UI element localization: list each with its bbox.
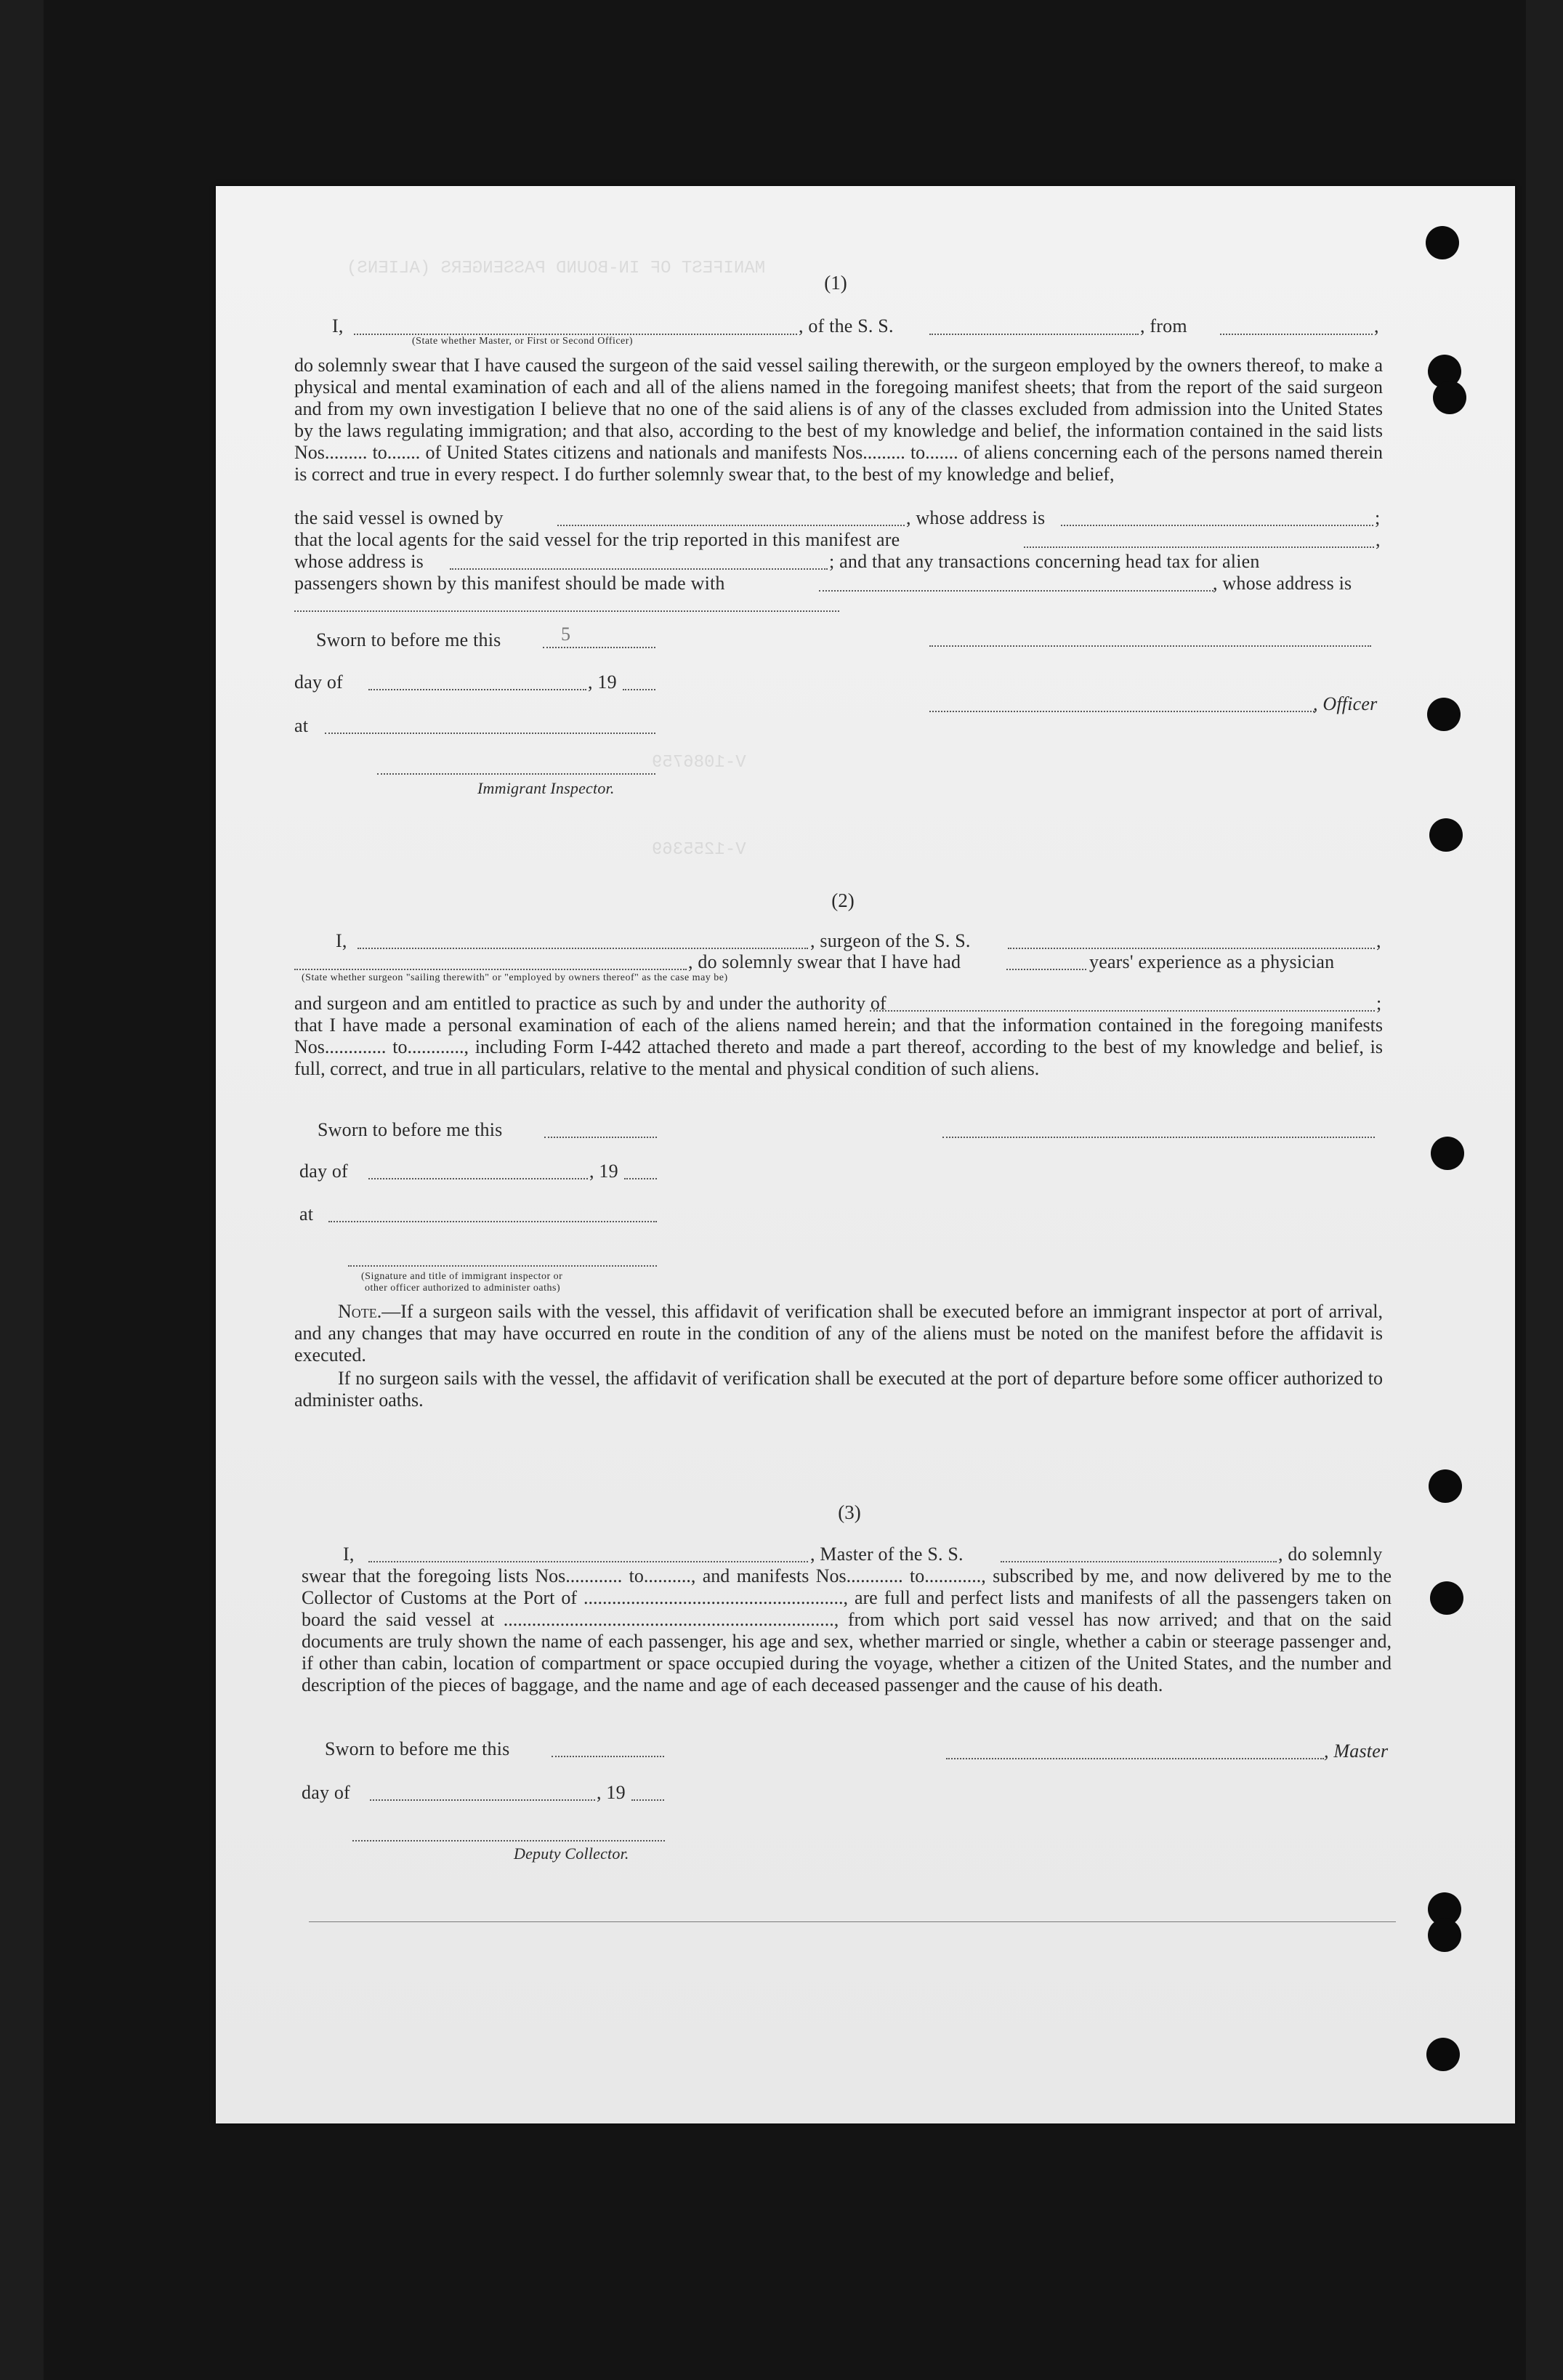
year-field[interactable] [631,1799,664,1801]
master-vessel-field[interactable] [1001,1561,1277,1562]
local-agents-field[interactable] [1024,546,1374,548]
officer-signature-field[interactable] [929,711,1314,712]
label-authority: and surgeon and am entitled to practice as such by and under the authority of [294,993,886,1014]
section-number: (3) [838,1501,861,1523]
signature-caption: (Signature and title of immigrant inspector or [361,1271,563,1282]
port-from-field[interactable] [1220,334,1373,335]
signature-caption: other officer authorized to administer oaths) [365,1283,561,1294]
label-sworn: Sworn to before me this [325,1738,510,1759]
officer-name-field[interactable] [354,334,797,335]
section-number: (1) [824,272,847,294]
punch-hole [1426,2038,1460,2071]
month-field[interactable] [370,1799,595,1801]
label-of-ss: , of the S. S. [799,315,894,336]
surgeon-status-field[interactable] [294,969,687,970]
sworn-day-field[interactable] [543,647,655,648]
inspector-signature-field[interactable] [348,1265,657,1267]
label-sworn: Sworn to before me this [316,629,501,650]
label-sworn: Sworn to before me this [318,1119,503,1140]
note-paragraph [294,1301,1383,1366]
owner-address-field[interactable] [1061,525,1373,526]
comma: , [1376,529,1381,550]
agents-address-field[interactable] [450,568,828,570]
note-text: —If a surgeon sails with the vessel, this affidavit of verification shall be executed before an immigrant inspector at port of arrival, and any changes that may have occurred en route in the condition of any of the aliens must be noted on the manifest before the affidavit is executed. [294,1301,1383,1366]
master-declaration-text: swear that the foregoing lists Nos............ to.........., and manifests Nos............ to............, subscribed by me, and now delivered by me to the Collector of Customs at the Port of ......................................................., are full and perfect lists and manifests of all the passengers taken on board the said vessel at ......................................................................, from which port said vessel has now arrived; and that on the said documents are truly shown the name of each passenger, his age and sex, whether married or single, whether a cabin or steerage passenger and, if other than cabin, location of compartment or space occupied during the voyage, whether a citizen of the United States, and the number and description of the pieces of baggage, and the name and age of each deceased passenger and the cause of his death. [302,1565,1392,1695]
master-name-field[interactable] [368,1561,808,1562]
film-border-right [1526,0,1563,2380]
punch-hole [1427,698,1461,731]
section-number: (2) [831,890,855,911]
place-field[interactable] [325,733,655,734]
label-years-experience: years' experience as a physician [1089,951,1335,972]
years-experience-field[interactable] [1006,969,1086,970]
year-field[interactable] [624,1178,657,1179]
surgeon-vessel-field[interactable] [1008,948,1375,949]
label-surgeon-of: , surgeon of the S. S. [810,930,971,951]
label-officer: , Officer [1313,693,1378,714]
sworn-day-field[interactable] [544,1137,657,1138]
label-i: I, [332,315,344,336]
master-oath-text: do solemnly swear that I have caused the surgeon of the said vessel sailing therewith, or the surgeon employed by the owners thereof, to make a physical and mental examination of each and all of the aliens named in the foregoing manifest sheets; that from the report of the said surgeon and from my own investigation I believe that no one of the said aliens is of any of the classes excluded from admission into the United States by the laws regulating immigration; and that also, according to the best of my knowledge and belief, the information contained in the said lists Nos......... to....... of United States citizens and nationals and manifests Nos......... to....... of aliens concerning each of the persons named therein is correct and true in every respect. I do further solemnly swear that, to the best of my knowledge and belief, [294,355,1383,485]
bleed-through-text: MANIFEST OF IN-BOUND PASSENGERS (ALIENS) [347,259,766,278]
officer-signature-line-upper[interactable] [929,645,1371,647]
label-master-of: , Master of the S. S. [810,1544,964,1565]
note-paragraph-2: If no surgeon sails with the vessel, the affidavit of verification shall be executed at the port of departure before some officer authorized to administer oaths. [294,1368,1383,1411]
officer-rank-caption: (State whether Master, or First or Second Officer) [412,336,634,347]
punch-hole [1431,1137,1464,1170]
punch-hole [1429,818,1463,852]
year-field[interactable] [623,689,655,690]
punch-hole [1428,1919,1461,1952]
head-tax-address-field[interactable] [294,610,839,612]
vessel-name-field[interactable] [929,334,1139,335]
sworn-day-value: 5 [561,624,571,645]
film-border-left [0,0,44,2380]
owner-field[interactable] [557,525,905,526]
label-at: at [299,1203,314,1225]
label-from: , from [1140,315,1187,336]
bleed-through-text: V-1086759 [652,753,746,773]
label-master: , Master [1324,1740,1389,1762]
surgeon-status-caption: (State whether surgeon "sailing therewith" or "employed by owners thereof" as the case may be) [302,972,728,983]
place-field[interactable] [328,1221,657,1222]
semicolon: ; [1376,993,1382,1014]
label-i: I, [336,930,347,951]
label-day-of: day of [294,671,343,693]
manifest-back-page [216,186,1515,2123]
label-owner-address: , whose address is [906,507,1046,528]
inspector-signature-field[interactable] [377,773,655,775]
month-field[interactable] [368,689,586,690]
month-field[interactable] [368,1178,588,1179]
label-passengers-with: passengers shown by this manifest should be made with [294,573,725,594]
surgeon-name-field[interactable] [358,948,808,949]
deputy-collector-signature-field[interactable] [352,1840,665,1842]
label-day-of: day of [302,1782,350,1803]
surgeon-signature-field[interactable] [942,1137,1375,1138]
label-i: I, [343,1544,355,1565]
label-local-agents: that the local agents for the said vessel for the trip reported in this manifest are [294,529,900,550]
punch-hole [1430,1581,1463,1615]
head-tax-party-field[interactable] [819,590,1213,592]
note-label: Note. [338,1301,382,1322]
label-year: , 19 [597,1782,626,1803]
label-head-tax: ; and that any transactions concerning head tax for alien [829,551,1260,572]
punch-hole [1429,1469,1462,1503]
surgeon-oath-text: that I have made a personal examination of each of the aliens named herein; and that the information contained in the foregoing manifests Nos............. to............, including Form I-442 attached thereto and made a part thereof, according to the best of my knowledge and belief, is full, correct, and true in all particulars, relative to the mental and physical condition of such aliens. [294,1014,1383,1079]
comma: , [1374,315,1379,336]
label-year: , 19 [588,671,617,693]
label-at: at [294,715,309,736]
master-signature-field[interactable] [946,1758,1324,1759]
label-agents-address: whose address is [294,551,424,572]
label-head-tax-address: , whose address is [1213,573,1352,594]
label-do-solemnly: , do solemnly [1278,1544,1383,1565]
label-deputy-collector: Deputy Collector. [514,1844,629,1863]
comma: , [1376,930,1381,951]
label-day-of: day of [299,1161,348,1182]
label-owned-by: the said vessel is owned by [294,507,504,528]
punch-hole [1426,226,1459,259]
bleed-through-text: V-1255369 [652,840,746,860]
punch-hole [1433,381,1466,414]
sworn-day-field[interactable] [552,1756,664,1757]
authority-field[interactable] [870,1010,1375,1012]
semicolon: ; [1375,507,1381,528]
bottom-rule [309,1921,1396,1922]
label-year: , 19 [589,1161,618,1182]
label-immigrant-inspector: Immigrant Inspector. [477,779,615,797]
label-do-solemnly-swear: , do solemnly swear that I have had [688,951,961,972]
